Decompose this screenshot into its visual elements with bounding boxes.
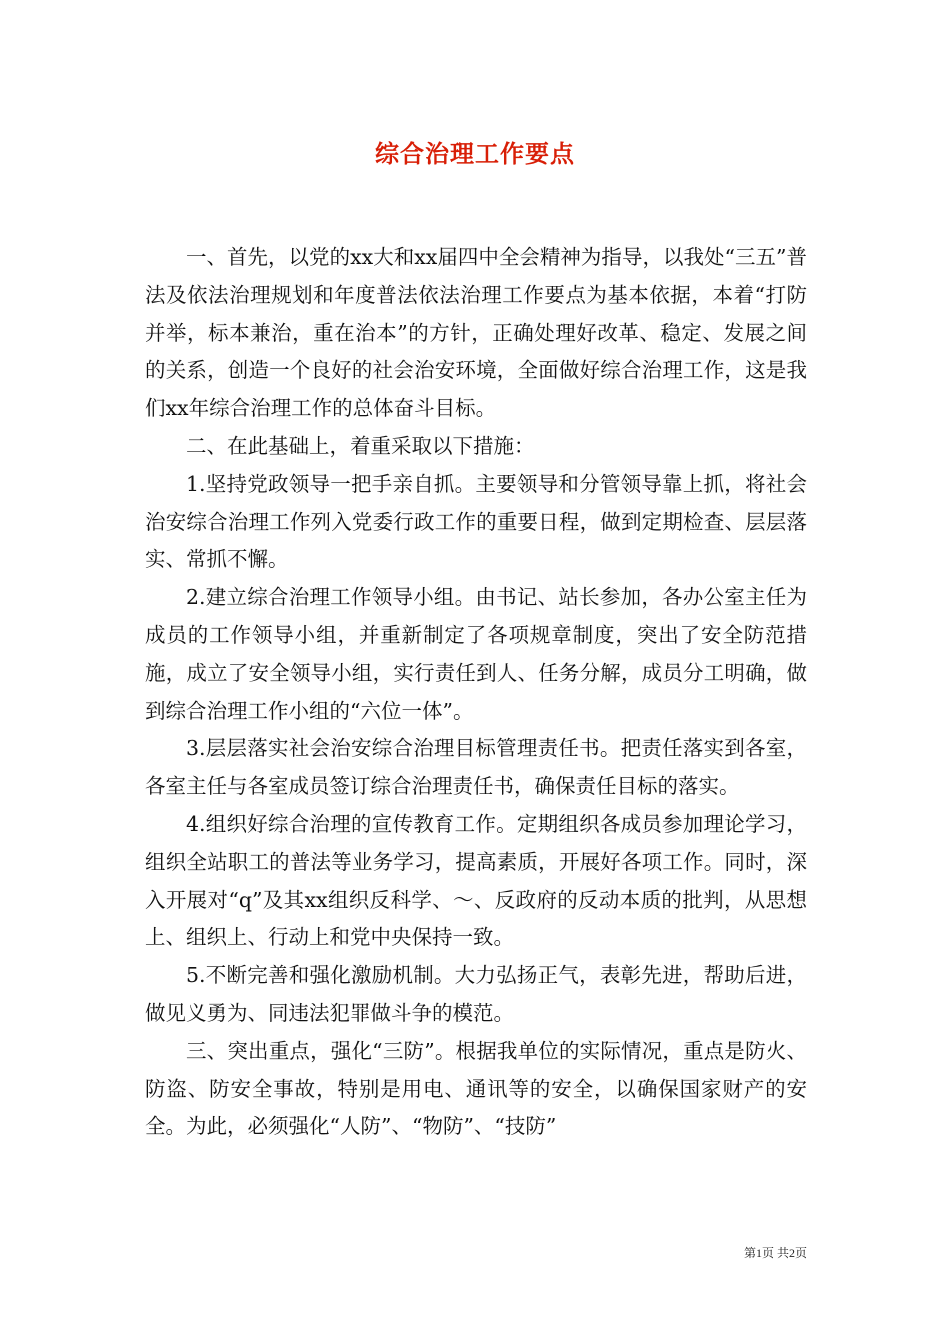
paragraph-1: 一、首先，以党的xx大和xx届四中全会精神为指导，以我处“三五”普法及依法治理规划和年度普法依法治理工作要点为基本依据，本着“打防并举，标本兼治，重在治本”的方针，正确处理好改革、稳定、发展之间的关系，创造一个良好的社会治安环境，全面做好综合治理工作，这是我们xx年综合治理工作的总体奋斗目标。 <box>145 245 807 421</box>
page-number-footer: 第1页 共2页 <box>743 1246 807 1260</box>
paragraph-6: 4.组织好综合治理的宣传教育工作。定期组织各成员参加理论学习，组织全站职工的普法等业务学习，提高素质，开展好各项工作。同时，深入开展对“q”及其xx组织反科学、～、反政府的反动本质的批判，从思想上、组织上、行动上和党中央保持一致。 <box>145 811 807 950</box>
document-body <box>145 239 807 1146</box>
paragraph-3: 1.坚持党政领导一把手亲自抓。主要领导和分管领导靠上抓，将社会治安综合治理工作列入党委行政工作的重要日程，做到定期检查、层层落实、常抓不懈。 <box>145 471 807 572</box>
paragraph-7: 5.不断完善和强化激励机制。大力弘扬正气，表彰先进，帮助后进，做见义勇为、同违法犯罪做斗争的模范。 <box>145 963 807 1025</box>
paragraph-4: 2.建立综合治理工作领导小组。由书记、站长参加，各办公室主任为成员的工作领导小组，并重新制定了各项规章制度，突出了安全防范措施，成立了安全领导小组，实行责任到人、任务分解，成员分工明确，做到综合治理工作小组的“六位一体”。 <box>145 585 807 723</box>
paragraph-5: 3.层层落实社会治安综合治理目标管理责任书。把责任落实到各室，各室主任与各室成员签订综合治理责任书，确保责任目标的落实。 <box>145 736 807 799</box>
paragraph-2: 二、在此基础上，着重采取以下措施： <box>186 433 535 458</box>
document-title: 综合治理工作要点 <box>375 139 575 168</box>
paragraph-8: 三、突出重点，强化“三防”。根据我单位的实际情况，重点是防火、防盗、防安全事故，特别是用电、通讯等的安全，以确保国家财产的安全。为此，必须强化“人防”、“物防”、“技防” <box>145 1038 807 1139</box>
